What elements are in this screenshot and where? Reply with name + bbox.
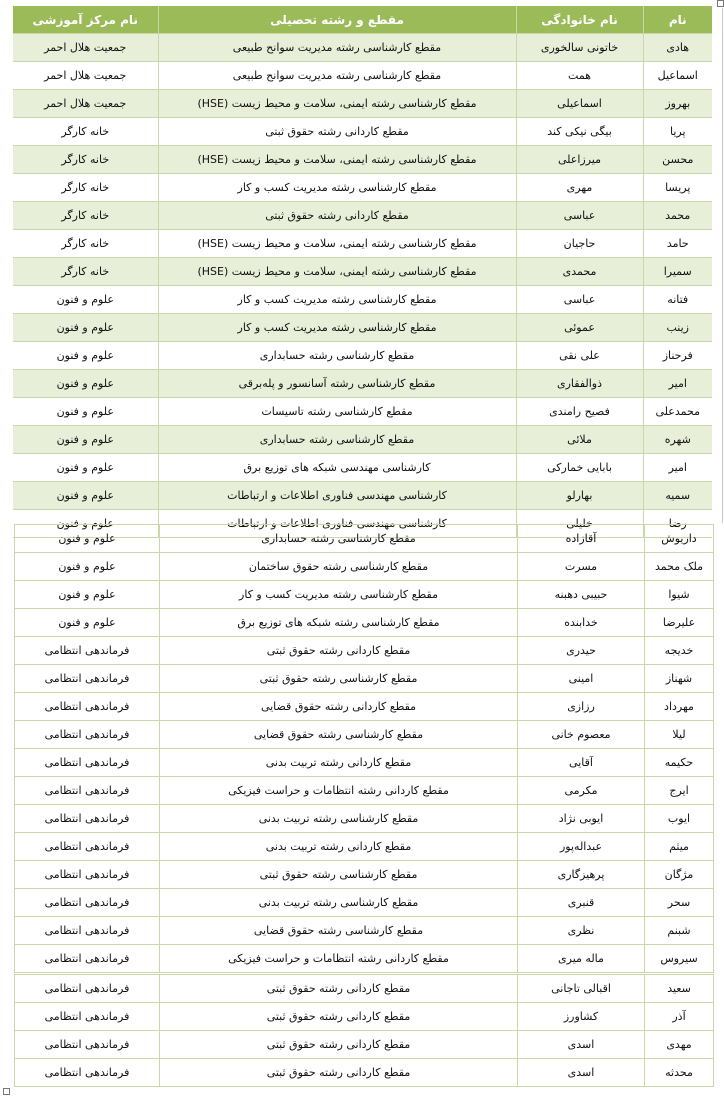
table-row xyxy=(13,90,712,118)
cell-first-name: شیوا xyxy=(645,581,714,609)
cell-first-name: سمیرا xyxy=(643,258,712,286)
cell-last-name: قنبری xyxy=(518,889,645,917)
cell-degree: مقطع کارشناسی رشته مدیریت کسب و کار xyxy=(158,286,516,314)
cell-first-name: سمیه xyxy=(643,482,712,510)
cell-center: خانه کارگر xyxy=(13,118,158,146)
cell-last-name: بابایی خمارکی xyxy=(516,454,643,482)
cell-center: علوم و فنون xyxy=(13,482,158,510)
cell-center: علوم و فنون xyxy=(13,398,158,426)
cell-last-name: آقایی xyxy=(518,749,645,777)
cell-first-name: مژگان xyxy=(645,861,714,889)
cell-degree: مقطع کارشناسی رشته ایمنی، سلامت و محیط زیست (HSE) xyxy=(158,258,516,286)
table-row xyxy=(15,749,714,777)
cell-degree: مقطع کارشناسی رشته حسابداری xyxy=(158,426,516,454)
cell-center: جمعیت هلال احمر xyxy=(13,62,158,90)
cell-degree: مقطع کارشناسی رشته حقوق ساختمان xyxy=(160,553,518,581)
table-row xyxy=(13,118,712,146)
table-row xyxy=(15,637,714,665)
cell-center: فرماندهی انتظامی xyxy=(15,975,160,1003)
cell-first-name: محمد xyxy=(643,202,712,230)
students-table-3 xyxy=(14,974,714,1087)
table-row xyxy=(13,454,712,482)
cell-center: خانه کارگر xyxy=(13,146,158,174)
cell-last-name: اسدی xyxy=(518,1059,645,1087)
cell-center: علوم و فنون xyxy=(13,426,158,454)
cell-last-name: عباسی xyxy=(516,286,643,314)
cell-first-name: شهناز xyxy=(645,665,714,693)
cell-degree: مقطع کاردانی رشته حقوق ثبتی xyxy=(160,975,518,1003)
cell-center: خانه کارگر xyxy=(13,258,158,286)
cell-last-name: ایوبی نژاد xyxy=(518,805,645,833)
cell-center: فرماندهی انتظامی xyxy=(15,721,160,749)
cell-degree: مقطع کاردانی رشته حقوق ثبتی xyxy=(158,202,516,230)
table-row xyxy=(15,721,714,749)
cell-last-name: همت xyxy=(516,62,643,90)
cell-center: فرماندهی انتظامی xyxy=(15,889,160,917)
cell-degree: مقطع کارشناسی رشته ایمنی، سلامت و محیط زیست (HSE) xyxy=(158,146,516,174)
cell-center: فرماندهی انتظامی xyxy=(15,777,160,805)
table-row xyxy=(15,553,714,581)
cell-first-name: خدیجه xyxy=(645,637,714,665)
cell-first-name: محسن xyxy=(643,146,712,174)
cell-last-name: بیگی نیکی کند xyxy=(516,118,643,146)
cell-degree: مقطع کاردانی رشته انتظامات و حراست فیزیکی xyxy=(160,777,518,805)
cell-degree: مقطع کارشناسی رشته تاسیسات xyxy=(158,398,516,426)
cell-degree: مقطع کاردانی رشته تربیت بدنی xyxy=(160,749,518,777)
cell-first-name: محمدعلی xyxy=(643,398,712,426)
table-row xyxy=(15,609,714,637)
cell-first-name: فرحناز xyxy=(643,342,712,370)
cell-center: علوم و فنون xyxy=(13,454,158,482)
cell-degree: مقطع کارشناسی رشته حقوق ثبتی xyxy=(160,665,518,693)
cell-first-name: ملک محمد xyxy=(645,553,714,581)
cell-last-name: امینی xyxy=(518,665,645,693)
cell-center: فرماندهی انتظامی xyxy=(15,665,160,693)
header-center: نام مرکز آموزشی xyxy=(13,6,158,34)
cell-last-name: اسدی xyxy=(518,1031,645,1059)
cell-degree: مقطع کارشناسی رشته حسابداری xyxy=(160,525,518,553)
cell-center: علوم و فنون xyxy=(13,342,158,370)
cell-first-name: رضا xyxy=(643,510,712,538)
cell-first-name: حامد xyxy=(643,230,712,258)
cell-center: فرماندهی انتظامی xyxy=(15,693,160,721)
cell-first-name: هادی xyxy=(643,34,712,62)
cell-center: فرماندهی انتظامی xyxy=(15,833,160,861)
header-row xyxy=(13,6,712,34)
cell-center: جمعیت هلال احمر xyxy=(13,34,158,62)
cell-degree: مقطع کارشناسی رشته مدیریت کسب و کار xyxy=(158,314,516,342)
table-row xyxy=(15,665,714,693)
table-row xyxy=(13,230,712,258)
cell-last-name: اقبالی تاجانی xyxy=(518,975,645,1003)
cell-last-name: عموئی xyxy=(516,314,643,342)
cell-degree: مقطع کارشناسی رشته ایمنی، سلامت و محیط زیست (HSE) xyxy=(158,230,516,258)
cell-degree: مقطع کارشناسی رشته حقوق قضایی xyxy=(160,721,518,749)
cell-last-name: حاجیان xyxy=(516,230,643,258)
cell-last-name: عباسی xyxy=(516,202,643,230)
cell-degree: مقطع کاردانی رشته حقوق قضایی xyxy=(160,693,518,721)
table-row xyxy=(13,426,712,454)
cell-last-name: محمدی xyxy=(516,258,643,286)
cell-first-name: لیلا xyxy=(645,721,714,749)
table-row xyxy=(15,1059,714,1087)
table-row xyxy=(15,525,714,553)
students-table-1 xyxy=(13,6,712,538)
cell-center: خانه کارگر xyxy=(13,202,158,230)
cell-first-name: شهره xyxy=(643,426,712,454)
cell-center: علوم و فنون xyxy=(13,370,158,398)
cell-degree: مقطع کارشناسی رشته ایمنی، سلامت و محیط زیست (HSE) xyxy=(158,90,516,118)
cell-center: فرماندهی انتظامی xyxy=(15,861,160,889)
cell-center: فرماندهی انتظامی xyxy=(15,1031,160,1059)
table-row xyxy=(15,833,714,861)
table-row xyxy=(13,174,712,202)
cell-last-name: فصیح رامندی xyxy=(516,398,643,426)
table-row xyxy=(13,342,712,370)
cell-center: علوم و فنون xyxy=(13,286,158,314)
cell-last-name: آقازاده xyxy=(518,525,645,553)
cell-last-name: میرزاعلی xyxy=(516,146,643,174)
cell-first-name: امیر xyxy=(643,370,712,398)
table-row xyxy=(13,286,712,314)
table-row xyxy=(13,258,712,286)
cell-center: فرماندهی انتظامی xyxy=(15,749,160,777)
cell-first-name: امیر xyxy=(643,454,712,482)
cell-degree: مقطع کارشناسی رشته تربیت بدنی xyxy=(160,805,518,833)
header-last-name: نام خانوادگی xyxy=(516,6,643,34)
cell-first-name: اسماعیل xyxy=(643,62,712,90)
cell-center: فرماندهی انتظامی xyxy=(15,805,160,833)
table-row xyxy=(15,861,714,889)
table-row xyxy=(15,917,714,945)
table-row xyxy=(13,146,712,174)
cell-last-name: بهارلو xyxy=(516,482,643,510)
cell-center: علوم و فنون xyxy=(13,314,158,342)
table-row xyxy=(13,370,712,398)
cell-degree: مقطع کاردانی رشته حقوق ثبتی xyxy=(160,1003,518,1031)
cell-degree: مقطع کاردانی رشته تربیت بدنی xyxy=(160,833,518,861)
table-move-handle[interactable] xyxy=(3,1088,10,1095)
table-row xyxy=(15,889,714,917)
cell-last-name: نظری xyxy=(518,917,645,945)
cell-first-name: زینب xyxy=(643,314,712,342)
cell-center: علوم و فنون xyxy=(15,609,160,637)
cell-center: فرماندهی انتظامی xyxy=(15,1059,160,1087)
table-edge-line xyxy=(722,8,723,523)
cell-first-name: فتانه xyxy=(643,286,712,314)
cell-last-name: ماله میری xyxy=(518,945,645,973)
cell-center: خانه کارگر xyxy=(13,174,158,202)
cell-last-name: ملائی xyxy=(516,426,643,454)
cell-first-name: میثم xyxy=(645,833,714,861)
cell-last-name: عبداله‌پور xyxy=(518,833,645,861)
cell-last-name: پرهیزگاری xyxy=(518,861,645,889)
cell-degree: کارشناسی مهندسی فناوری اطلاعات و ارتباطات xyxy=(158,510,516,538)
cell-first-name: بهروز xyxy=(643,90,712,118)
cell-last-name: خدابنده xyxy=(518,609,645,637)
cell-last-name: خاتونی سالخوری xyxy=(516,34,643,62)
students-table-2 xyxy=(14,524,714,973)
cell-first-name: پریا xyxy=(643,118,712,146)
cell-center: فرماندهی انتظامی xyxy=(15,637,160,665)
cell-last-name: مسرت xyxy=(518,553,645,581)
cell-first-name: آذر xyxy=(645,1003,714,1031)
cell-degree: مقطع کارشناسی رشته مدیریت سوانح طبیعی xyxy=(158,62,516,90)
table-row xyxy=(15,805,714,833)
cell-degree: کارشناسی مهندسی فناوری اطلاعات و ارتباطات xyxy=(158,482,516,510)
cell-first-name: مهرداد xyxy=(645,693,714,721)
table-row xyxy=(15,777,714,805)
cell-degree: مقطع کارشناسی رشته مدیریت کسب و کار xyxy=(160,581,518,609)
cell-last-name: مکرمی xyxy=(518,777,645,805)
table-row xyxy=(15,945,714,973)
cell-center: علوم و فنون xyxy=(15,525,160,553)
cell-first-name: ایوب xyxy=(645,805,714,833)
table-row xyxy=(15,1031,714,1059)
cell-last-name: خلیلی xyxy=(516,510,643,538)
cell-degree: مقطع کارشناسی رشته مدیریت سوانح طبیعی xyxy=(158,34,516,62)
header-degree: مقطع و رشته تحصیلی xyxy=(158,6,516,34)
cell-first-name: داریوش xyxy=(645,525,714,553)
table-row xyxy=(13,482,712,510)
cell-center: خانه کارگر xyxy=(13,230,158,258)
cell-center: فرماندهی انتظامی xyxy=(15,945,160,973)
table-row xyxy=(15,1003,714,1031)
cell-last-name: اسماعیلی xyxy=(516,90,643,118)
table-row xyxy=(13,62,712,90)
table-row xyxy=(15,975,714,1003)
cell-first-name: ایرج xyxy=(645,777,714,805)
header-first-name: نام xyxy=(643,6,712,34)
cell-degree: مقطع کاردانی رشته حقوق ثبتی xyxy=(160,1059,518,1087)
cell-first-name: محدثه xyxy=(645,1059,714,1087)
table-row xyxy=(15,693,714,721)
cell-degree: مقطع کاردانی رشته حقوق ثبتی xyxy=(158,118,516,146)
cell-first-name: سعید xyxy=(645,975,714,1003)
cell-center: علوم و فنون xyxy=(13,510,158,538)
cell-center: علوم و فنون xyxy=(15,581,160,609)
cell-first-name: پریسا xyxy=(643,174,712,202)
cell-degree: مقطع کارشناسی رشته حقوق ثبتی xyxy=(160,861,518,889)
cell-first-name: سحر xyxy=(645,889,714,917)
cell-center: جمعیت هلال احمر xyxy=(13,90,158,118)
cell-last-name: رزازی xyxy=(518,693,645,721)
cell-degree: مقطع کارشناسی رشته آسانسور و پله‌برقی xyxy=(158,370,516,398)
cell-degree: مقطع کاردانی رشته حقوق ثبتی xyxy=(160,637,518,665)
cell-degree: مقطع کاردانی رشته حقوق ثبتی xyxy=(160,1031,518,1059)
cell-last-name: کشاورز xyxy=(518,1003,645,1031)
cell-degree: مقطع کارشناسی رشته تربیت بدنی xyxy=(160,889,518,917)
cell-degree: مقطع کارشناسی رشته حسابداری xyxy=(158,342,516,370)
table-row xyxy=(13,34,712,62)
table-resize-handle[interactable] xyxy=(717,0,724,7)
cell-degree: مقطع کارشناسی رشته مدیریت کسب و کار xyxy=(158,174,516,202)
cell-degree: کارشناسی مهندسی شبکه های توزیع برق xyxy=(158,454,516,482)
cell-degree: مقطع کارشناسی رشته شبکه های توزیع برق xyxy=(160,609,518,637)
cell-first-name: شبنم xyxy=(645,917,714,945)
cell-last-name: ذوالفقاری xyxy=(516,370,643,398)
table-row xyxy=(15,581,714,609)
cell-center: علوم و فنون xyxy=(15,553,160,581)
cell-last-name: معصوم خانی xyxy=(518,721,645,749)
cell-center: فرماندهی انتظامی xyxy=(15,1003,160,1031)
table-row xyxy=(13,314,712,342)
cell-last-name: مهری xyxy=(516,174,643,202)
cell-degree: مقطع کاردانی رشته انتظامات و حراست فیزیکی xyxy=(160,945,518,973)
cell-last-name: علی نقی xyxy=(516,342,643,370)
cell-first-name: سیروس xyxy=(645,945,714,973)
cell-first-name: حکیمه xyxy=(645,749,714,777)
cell-degree: مقطع کارشناسی رشته حقوق قضایی xyxy=(160,917,518,945)
cell-center: فرماندهی انتظامی xyxy=(15,917,160,945)
table-row xyxy=(13,202,712,230)
cell-last-name: حبیبی دهبنه xyxy=(518,581,645,609)
cell-first-name: علیرضا xyxy=(645,609,714,637)
cell-first-name: مهدی xyxy=(645,1031,714,1059)
cell-last-name: حیدری xyxy=(518,637,645,665)
table-row xyxy=(13,398,712,426)
